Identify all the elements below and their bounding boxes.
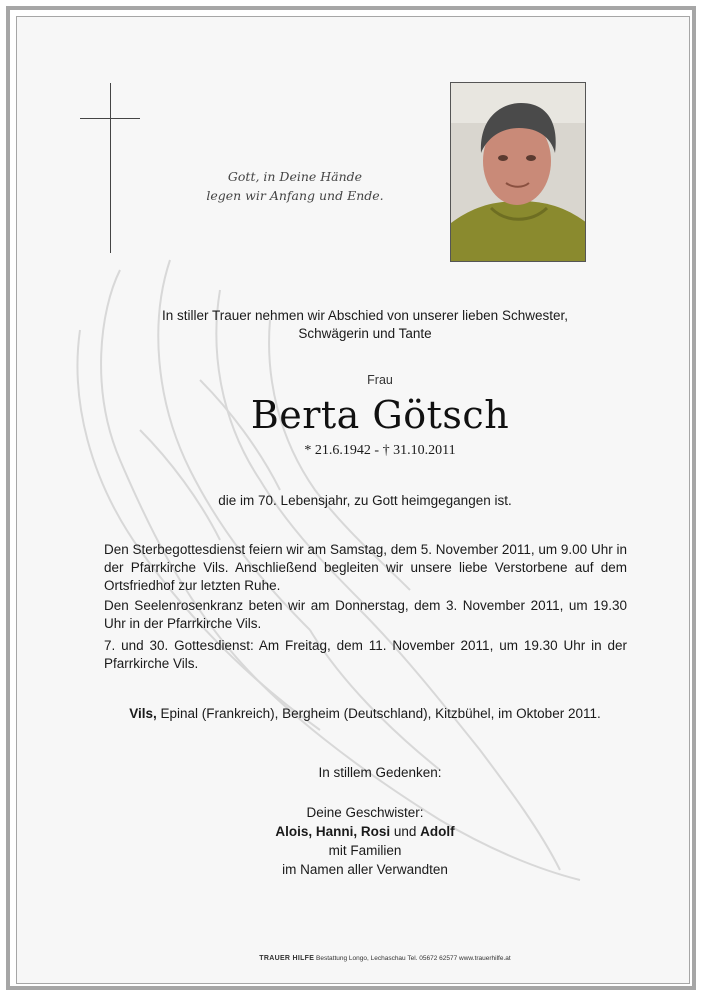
intro-line-2: Schwägerin und Tante xyxy=(298,326,432,341)
footer-contact: Bestattung Longo, Lechaschau Tel. 05672 62577 www.trauerhilfe.at xyxy=(314,955,511,962)
rosary-text: Den Seelenrosenkranz beten wir am Donnerstag, dem 3. November 2011, um 19.30 Uhr in der Pfarrkirche Vils. xyxy=(104,598,627,631)
and-word: und xyxy=(390,824,421,839)
intro-text xyxy=(100,307,630,343)
deceased-name: Berta Götsch xyxy=(250,393,510,437)
verse-line-1: Gott, in Deine Hände xyxy=(227,169,363,184)
siblings-names-line xyxy=(200,822,530,841)
life-dates: * 21.6.1942 - † 31.10.2011 xyxy=(304,443,456,458)
salutation: Frau xyxy=(367,373,393,387)
intro-line-1: In stiller Trauer nehmen wir Abschied von unserer lieben Schwester, xyxy=(162,308,568,323)
relatives-line: im Namen aller Verwandten xyxy=(282,862,448,877)
sibling-names: Alois, Hanni, Rosi xyxy=(275,824,391,839)
place-rest: Epinal (Frankreich), Bergheim (Deutschland), Kitzbühel, im Oktober 2011. xyxy=(156,706,601,721)
mourners-block xyxy=(200,803,530,879)
age-statement: die im 70. Lebensjahr, zu Gott heimgegangen ist. xyxy=(218,493,512,508)
place-main: Vils, xyxy=(129,706,157,721)
families-line: mit Familien xyxy=(328,843,402,858)
verse-line-2: legen wir Anfang und Ende. xyxy=(206,188,384,203)
place-and-date xyxy=(80,706,650,721)
footer-brand: TRAUER HILFE xyxy=(259,955,315,962)
portrait-photo xyxy=(450,82,586,262)
memorial-mass-text: 7. und 30. Gottesdienst: Am Freitag, dem 11. November 2011, um 19.30 Uhr in der Pfarrkirche Vils. xyxy=(104,638,627,671)
bible-verse xyxy=(180,167,410,205)
footer xyxy=(170,955,600,962)
siblings-heading: Deine Geschwister: xyxy=(306,805,424,820)
funeral-service-text: Den Sterbegottesdienst feiern wir am Samstag, dem 5. November 2011, um 9.00 Uhr in der Pfarrkirche Vils. Anschließend begleiten wir unsere liebe Verstorbene auf dem Ortsfriedhof zur letzten Ruhe. xyxy=(104,542,627,593)
sibling-last-name: Adolf xyxy=(420,824,455,839)
in-memory-heading: In stillem Gedenken: xyxy=(318,765,442,780)
